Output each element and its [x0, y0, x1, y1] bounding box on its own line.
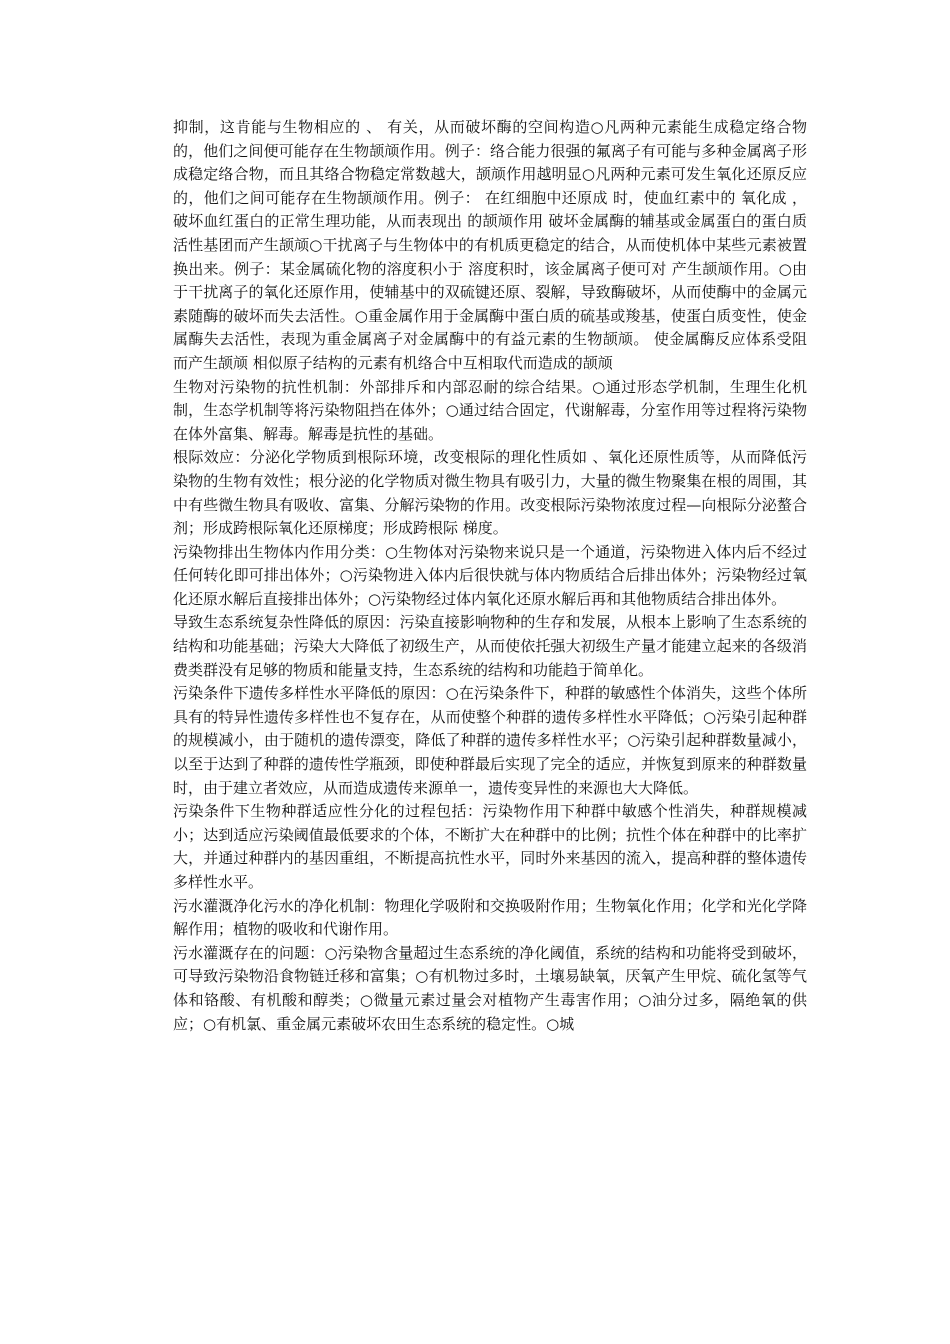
paragraph-resistance-mechanism: 生物对污染物的抗性机制：外部排斥和内部忍耐的综合结果。○通过形态学机制，生理生化机制，生态学机制等将污染物阻挡在体外；○通过结合固定，代谢解毒，分室作用等过程将污染物在体外富集、解毒。解毒是抗性的基础。: [173, 377, 807, 443]
paragraph-excretion-classification: 污染物排出生物体内作用分类：○生物体对污染物来说只是一个通道，污染物进入体内后不经过任何转化即可排出体外；○污染物进入体内后很快就与体内物质结合后排出体外；污染物经过氧化还原水解后直接排出体外；○污染物经过体内氧化还原水解后再和其他物质结合排出体外。: [173, 542, 807, 608]
paragraph-rhizosphere-effect: 根际效应：分泌化学物质到根际环境，改变根际的理化性质如 、氧化还原性质等，从而降低污染物的生物有效性；根分泌的化学物质对微生物具有吸引力，大量的微生物聚集在根的周围，其中有些微生物具有吸收、富集、分解污染物的作用。改变根际污染物浓度过程—向根际分泌螯合剂；形成跨根际氧化还原梯度；形成跨根际 梯度。: [173, 448, 807, 538]
paragraph-population-adaptation: 污染条件下生物种群适应性分化的过程包括：污染物作用下种群中敏感个性消失，种群规模减小；达到适应污染阈值最低要求的个体，不断扩大在种群中的比例；抗性个体在种群中的比率扩大，并通过种群内的基因重组，不断提高抗性水平，同时外来基因的流入，提高种群的整体遗传多样性水平。: [173, 802, 807, 891]
paragraph-ecosystem-complexity: 导致生态系统复杂性降低的原因：污染直接影响物种的生存和发展，从根本上影响了生态系统的结构和功能基础；污染大大降低了初级生产，从而使依托强大初级生产量才能建立起来的各级消费类群没有足够的物质和能量支持，生态系统的结构和功能趋于简单化。: [173, 613, 807, 679]
document-body: [173, 116, 807, 1036]
paragraph-genetic-diversity: 污染条件下遗传多样性水平降低的原因：○在污染条件下，种群的敏感性个体消失，这些个体所具有的特异性遗传多样性也不复存在，从而使整个种群的遗传多样性水平降低；○污染引起种群的规模减小，由于随机的遗传漂变，降低了种群的遗传多样性水平；○污染引起种群数量减小，以至于达到了种群的遗传性学瓶颈，即使种群最后实现了完全的适应，并恢复到原来的种群数量时，由于建立者效应，从而造成遗传来源单一，遗传变异性的来源也大大降低。: [173, 684, 807, 797]
paragraph-irrigation-purification: 污水灌溉净化污水的净化机制：物理化学吸附和交换吸附作用；生物氧化作用；化学和光化学降解作用；植物的吸收和代谢作用。: [173, 896, 807, 939]
paragraph-antagonism: 抑制，这肯能与生物相应的 、 有关，从而破坏酶的空间构造○凡两种元素能生成稳定络合物的，他们之间便可能存在生物颉颃作用。例子：络合能力很强的氟离子有可能与多种金属离子形成稳定络合物，而且其络合物稳定常数越大，颉颃作用越明显○凡两种元素可发生氧化还原反应的，他们之间可能存在生物颉颃作用。例子： 在红细胞中还原成 时，使血红素中的 氧化成 ，破坏血红蛋白的正常生理功能，从而表现出 的颉颃作用 破坏金属酶的辅基或金属蛋白的蛋白质活性基团而产生颉颃○干扰离子与生物体中的有机质更稳定的结合，从而使机体中某些元素被置换出来。例子：某金属硫化物的溶度积小于 溶度积时，该金属离子便可对 产生颉颃作用。○由于干扰离子的氧化还原作用，使辅基中的双硫键还原、裂解，导致酶破坏，从而使酶中的金属元素随酶的破坏而失去活性。○重金属作用于金属酶中蛋白质的硫基或羧基，使蛋白质变性，使金属酶失去活性，表现为重金属离子对金属酶中的有益元素的生物颉颃。 使金属酶反应体系受阻而产生颉颃 相似原子结构的元素有机络合中互相取代而造成的颉颃: [173, 118, 807, 372]
paragraph-irrigation-problems: 污水灌溉存在的问题：○污染物含量超过生态系统的净化阈值，系统的结构和功能将受到破坏，可导致污染物沿食物链迁移和富集；○有机物过多时，土壤易缺氧，厌氧产生甲烷、硫化氢等气体和铬酸、有机酸和醇类；○微量元素过量会对植物产生毒害作用；○油分过多，隔绝氧的供应；○有机氯、重金属元素破坏农田生态系统的稳定性。○城: [173, 943, 807, 1033]
